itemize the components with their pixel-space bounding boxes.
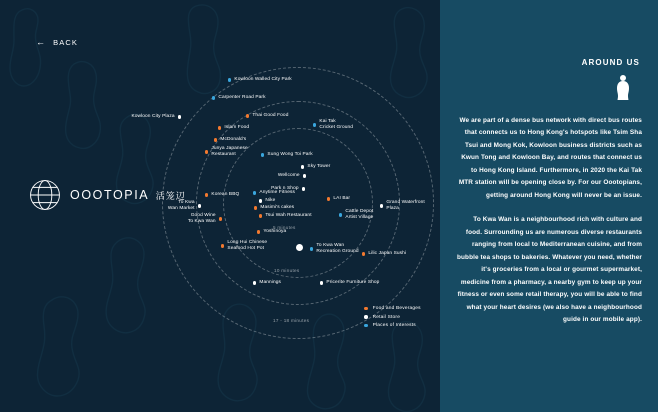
map-poi[interactable] bbox=[339, 209, 373, 221]
map-poi-dot-icon bbox=[259, 199, 262, 202]
map-poi-label: Islam Food bbox=[224, 125, 250, 130]
map-poi-dot-icon bbox=[261, 153, 264, 156]
map-poi-dot-icon bbox=[205, 150, 208, 153]
map-poi-label: Kowloon Walled City Park bbox=[234, 77, 292, 82]
map-poi-label: Pricerite Furniture Shop bbox=[326, 280, 380, 285]
map-poi-dot-icon bbox=[218, 126, 221, 129]
legend-label: Places of Interests bbox=[372, 323, 416, 328]
map-poi-label: Good Wine To Kwa Wan bbox=[187, 213, 216, 224]
map-poi-label: Kai Tak Cricket Ground bbox=[319, 119, 354, 130]
map-poi-dot-icon bbox=[178, 115, 181, 118]
legend-dot-icon bbox=[364, 315, 368, 319]
map-poi-label: Lilic Japan Sushi bbox=[368, 251, 407, 256]
person-walking-icon bbox=[612, 74, 634, 100]
legend-label: Food and Beverages bbox=[372, 306, 421, 311]
map-poi[interactable] bbox=[261, 152, 313, 158]
map-poi-dot-icon bbox=[205, 193, 208, 196]
map-poi-label: To Kwa Wan Market bbox=[167, 200, 195, 211]
map-poi-label: Carpenter Road Park bbox=[218, 95, 266, 100]
map-poi[interactable] bbox=[259, 213, 312, 219]
map-poi[interactable] bbox=[253, 280, 281, 286]
map-poi-dot-icon bbox=[254, 206, 257, 209]
map-poi-dot-icon bbox=[198, 204, 201, 207]
map-poi[interactable] bbox=[310, 243, 359, 255]
brand-name: OOOTOPIA bbox=[70, 188, 150, 202]
map-poi-dot-icon bbox=[302, 187, 305, 190]
map-poi[interactable] bbox=[380, 200, 425, 212]
map-poi-label: Nike bbox=[265, 198, 276, 203]
map-poi[interactable] bbox=[168, 200, 201, 212]
panel-body bbox=[456, 115, 642, 339]
map-poi[interactable] bbox=[278, 173, 306, 179]
map-poi-label: Tsui Wah Restaurant bbox=[265, 213, 312, 218]
back-button-label: BACK bbox=[53, 38, 78, 47]
panel-title: AROUND US bbox=[581, 58, 640, 67]
arrow-left-icon: ← bbox=[36, 37, 47, 47]
panel-paragraph: To Kwa Wan is a neighbourhood rich with culture and food. Surrounding us are numerous diverse restaurants ranging from local to Mediterranean cuisine, and from bubble tea shops to bakeries. Whatever you need, whether it's groceries from a local or gourmet supermarket, medicine from a pharmacy, a nearby gym to keep up your fitness or even some retail therapy, you will be able to find what your heart desires (we also have a neighbourhood guide in our mobile app). bbox=[457, 216, 642, 324]
map-poi[interactable] bbox=[254, 205, 294, 211]
map-poi[interactable] bbox=[214, 137, 246, 143]
map-poi[interactable] bbox=[205, 192, 239, 198]
map-poi-label: McDonald's bbox=[220, 137, 247, 142]
map-poi[interactable] bbox=[301, 164, 330, 170]
map-poi[interactable] bbox=[320, 280, 379, 286]
legend-dot-icon bbox=[364, 324, 368, 328]
map-poi-dot-icon bbox=[320, 281, 323, 284]
map-poi-label: Kowloon City Plaza bbox=[131, 114, 175, 119]
map-poi-label: Park n Shop bbox=[271, 186, 299, 191]
map-poi-label: Long Hui Chinese Seafood Hot Pot bbox=[227, 240, 268, 251]
map-poi-dot-icon bbox=[219, 217, 222, 220]
map-poi[interactable] bbox=[259, 198, 275, 204]
map-ring-label: 5 minutes bbox=[273, 225, 296, 230]
map-ring-label: 10 minutes bbox=[274, 268, 300, 273]
map-poi-dot-icon bbox=[327, 197, 330, 200]
map-poi-dot-icon bbox=[228, 78, 231, 81]
map-poi[interactable] bbox=[362, 251, 406, 257]
map-poi[interactable] bbox=[257, 229, 286, 235]
legend-item bbox=[364, 315, 421, 320]
legend-item bbox=[364, 306, 421, 311]
map-poi-dot-icon bbox=[303, 174, 306, 177]
legend-item bbox=[364, 323, 421, 328]
map-poi-label: LAI Bar bbox=[333, 196, 351, 201]
map-poi[interactable] bbox=[327, 196, 350, 202]
map-poi[interactable] bbox=[205, 146, 248, 158]
map-poi-label: Korean BBQ bbox=[211, 192, 240, 197]
map-poi-label: Sung Wong Toi Park bbox=[267, 152, 313, 157]
map-poi-label: Junya Japanese Restaurant bbox=[211, 146, 248, 157]
map-poi[interactable] bbox=[188, 213, 222, 225]
map-legend bbox=[364, 306, 421, 328]
legend-dot-icon bbox=[364, 307, 368, 311]
map-poi-dot-icon bbox=[253, 191, 256, 194]
map-poi[interactable] bbox=[218, 125, 249, 131]
map-poi-label: Masimi's cakes bbox=[260, 205, 295, 210]
map-poi-dot-icon bbox=[257, 230, 260, 233]
map-poi[interactable] bbox=[313, 119, 353, 131]
map-poi-dot-icon bbox=[301, 165, 304, 168]
map-poi-dot-icon bbox=[214, 138, 217, 141]
map-poi-label: To Kwa Wan Recreation Ground bbox=[316, 243, 359, 254]
map-poi-label: Grand Waterfront Plaza bbox=[386, 200, 425, 211]
map-poi-dot-icon bbox=[313, 123, 316, 126]
map-poi-label: Yoshinoya bbox=[263, 229, 287, 234]
map-poi-label: Mannings bbox=[259, 280, 281, 285]
map-poi-dot-icon bbox=[339, 213, 342, 216]
map-poi-dot-icon bbox=[221, 244, 224, 247]
map-poi[interactable] bbox=[212, 95, 266, 101]
map-poi-dot-icon bbox=[246, 114, 249, 117]
map-poi-label: Anytime Fitness bbox=[259, 190, 296, 195]
map-poi[interactable] bbox=[221, 240, 267, 252]
map-poi-dot-icon bbox=[310, 247, 313, 250]
map-poi-dot-icon bbox=[380, 204, 383, 207]
map-ring-label: 17 - 18 minutes bbox=[273, 318, 310, 323]
map-poi-dot-icon bbox=[362, 252, 365, 255]
map-poi-dot-icon bbox=[212, 96, 215, 99]
map-poi-label: Wellcome bbox=[277, 173, 300, 178]
map-poi[interactable] bbox=[253, 190, 295, 196]
map-poi-dot-icon bbox=[253, 281, 256, 284]
around-us-panel bbox=[440, 0, 658, 412]
map-poi[interactable] bbox=[246, 113, 288, 119]
map-poi[interactable] bbox=[131, 114, 181, 120]
map-poi-dot-icon bbox=[259, 214, 262, 217]
map-poi-label: Cattle Depot Artist Village bbox=[345, 209, 374, 220]
map-poi-label: Thai Good Food bbox=[252, 113, 289, 118]
map-poi-label: Sky Tower bbox=[307, 164, 331, 169]
map-poi[interactable] bbox=[228, 77, 292, 83]
panel-paragraph: We are part of a dense bus network with direct bus routes that connects us to Hong Kong's hotspots like Tsim Sha Tsui and Mong Kok, Kowloon business districts such as Kwun Tong and Kowloon Bay, and routes that connect us to Hong Kong Island. Furthermore, in 2020 the Kai Tak MTR station will be opening close by. For our Oootopians, getting around Hong Kong will never be an issue. bbox=[458, 117, 642, 199]
brand-name-cn: 活笼辺 bbox=[155, 191, 186, 201]
legend-label: Retail Store bbox=[372, 314, 401, 320]
